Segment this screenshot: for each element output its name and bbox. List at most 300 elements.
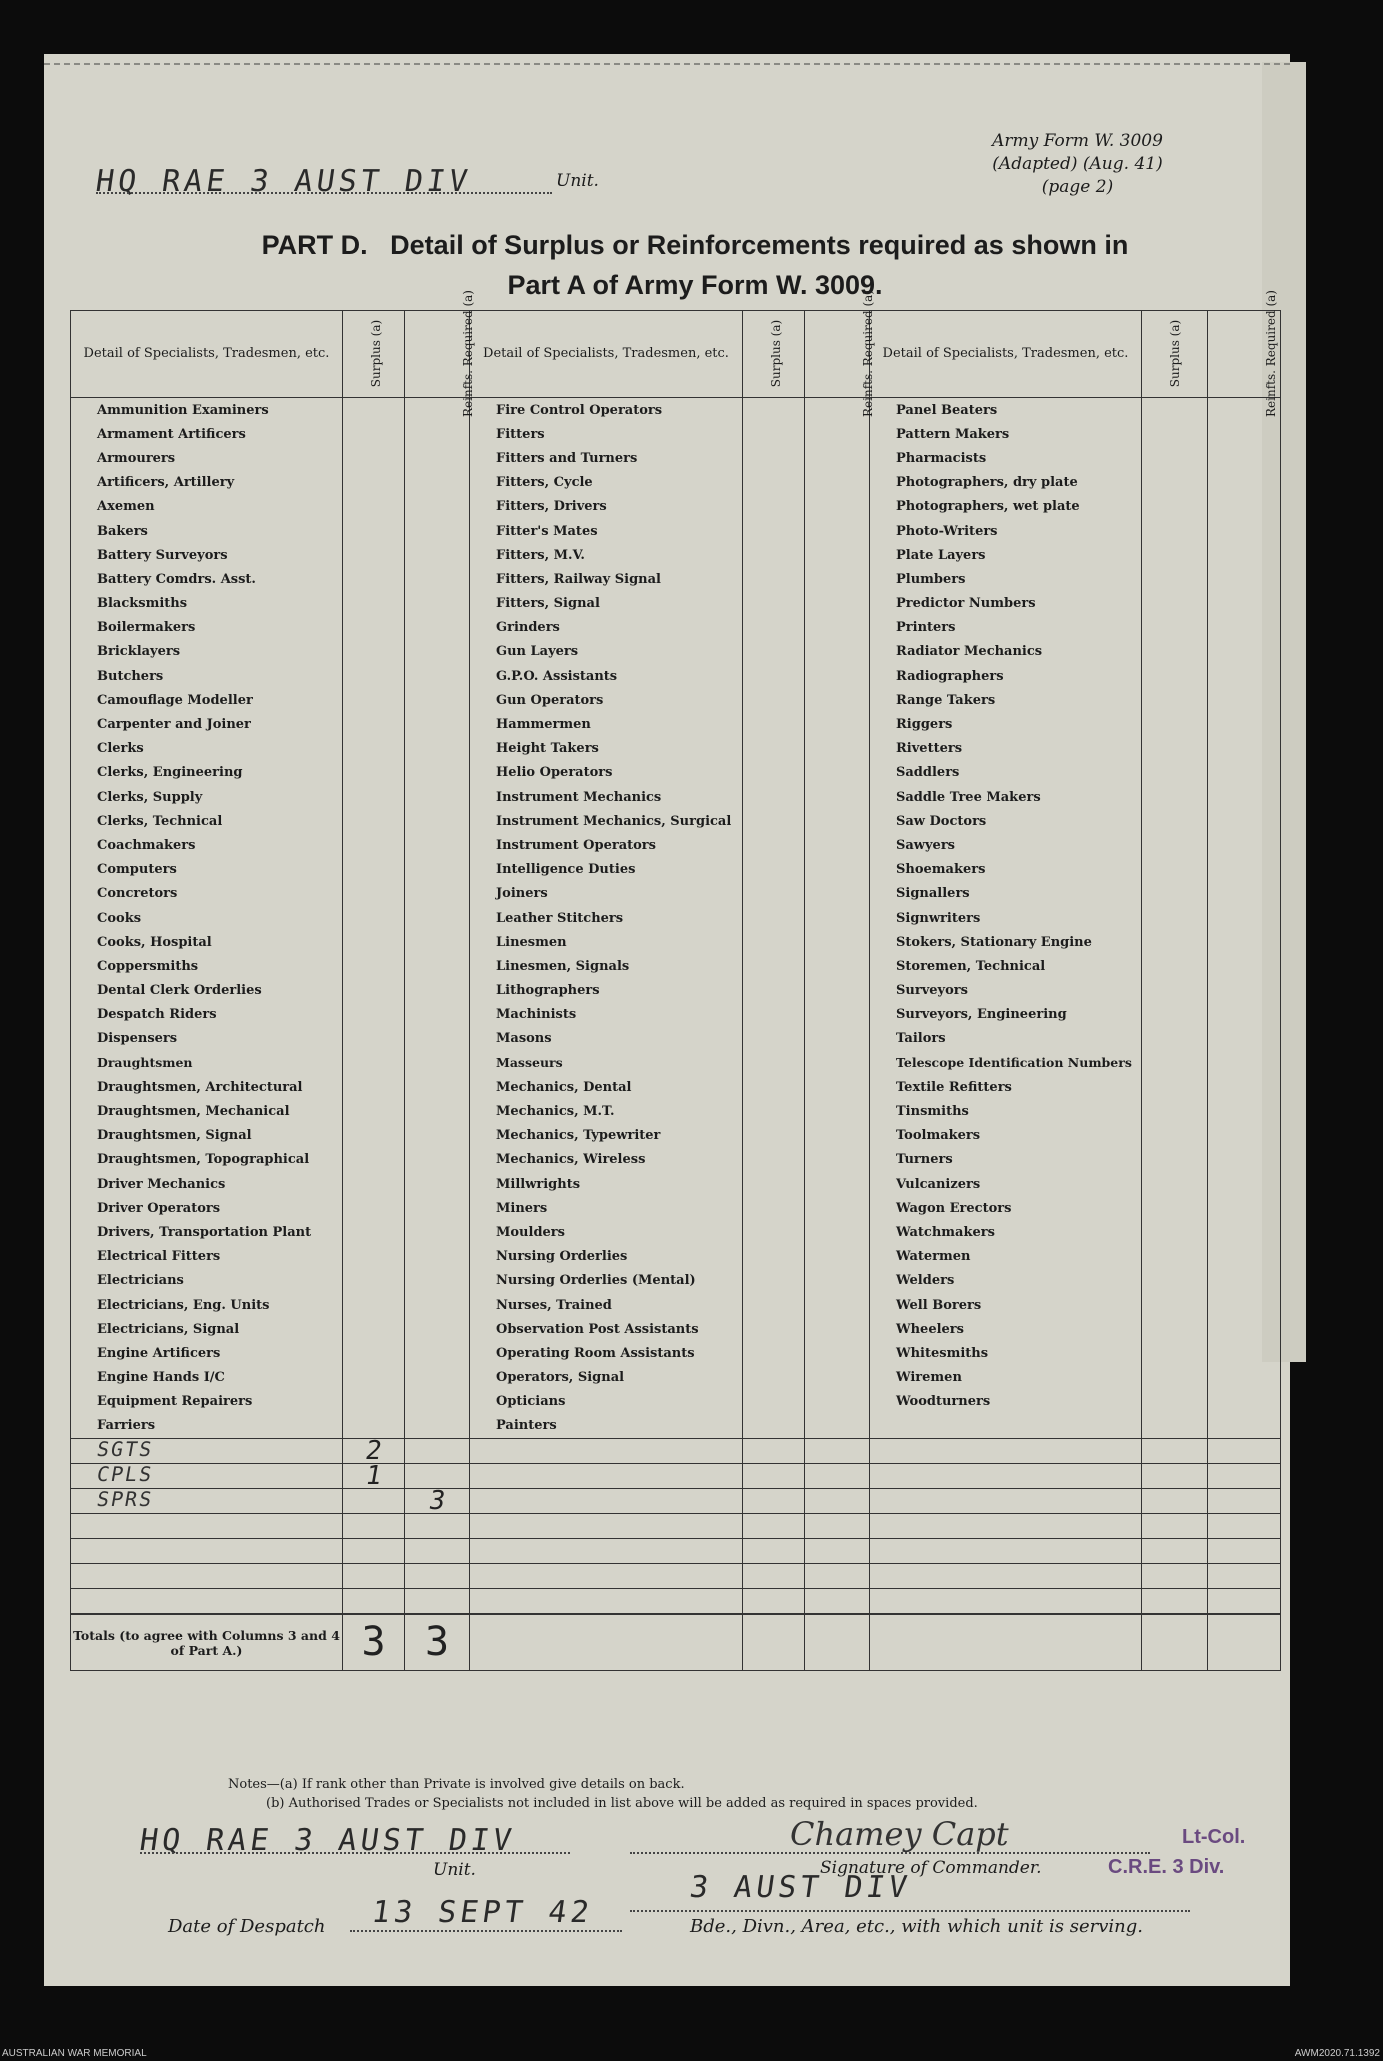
surplus-cell xyxy=(1142,1414,1208,1439)
trade-name: Operators, Signal xyxy=(470,1366,743,1390)
header-detail: Detail of Specialists, Tradesmen, etc. xyxy=(470,311,743,398)
trade-name: Bricklayers xyxy=(71,640,343,664)
surplus-cell xyxy=(343,616,405,640)
trade-name: Draughtsmen xyxy=(71,1051,343,1075)
reinfts-cell xyxy=(405,1514,470,1539)
reinfts-cell xyxy=(805,712,870,736)
trade-name: Coachmakers xyxy=(71,833,343,857)
surplus-cell xyxy=(1142,664,1208,688)
trade-name: Draughtsmen, Topographical xyxy=(71,1148,343,1172)
surplus-cell xyxy=(743,1366,805,1390)
trade-name: Axemen xyxy=(71,495,343,519)
surplus-cell xyxy=(1142,809,1208,833)
trade-name: G.P.O. Assistants xyxy=(470,664,743,688)
table-row xyxy=(71,858,1281,882)
trade-name: Radiator Mechanics xyxy=(870,640,1142,664)
reinfts-cell xyxy=(405,1390,470,1414)
table-row xyxy=(71,616,1281,640)
trade-name: Nursing Orderlies (Mental) xyxy=(470,1269,743,1293)
reinfts-cell xyxy=(1208,688,1281,712)
trade-name: Battery Surveyors xyxy=(71,543,343,567)
surplus-cell xyxy=(343,906,405,930)
surplus-cell xyxy=(743,1317,805,1341)
reinfts-cell xyxy=(405,446,470,470)
trade-name: Clerks xyxy=(71,737,343,761)
surplus-cell xyxy=(343,1196,405,1220)
reinfts-cell xyxy=(805,1269,870,1293)
trade-name: Fitters, Railway Signal xyxy=(470,567,743,591)
surplus-cell xyxy=(1142,1220,1208,1244)
despatch-line xyxy=(350,1930,622,1932)
value-cell xyxy=(1208,1464,1281,1489)
reinfts-cell xyxy=(805,1341,870,1365)
trade-name: Pharmacists xyxy=(870,446,1142,470)
surplus-cell xyxy=(1142,882,1208,906)
reinfts-cell xyxy=(805,1414,870,1439)
reinfts-cell xyxy=(405,471,470,495)
trade-name xyxy=(470,1439,743,1464)
unit-handwritten: HQ RAE 3 AUST DIV xyxy=(93,164,474,199)
trade-name: Masons xyxy=(470,1027,743,1051)
trade-name: Fitters, Drivers xyxy=(470,495,743,519)
surplus-cell xyxy=(1142,1317,1208,1341)
surplus-cell xyxy=(1142,1341,1208,1365)
totals-empty-cell xyxy=(743,1614,805,1671)
surplus-cell xyxy=(743,1196,805,1220)
trade-name: Photo-Writers xyxy=(870,519,1142,543)
surplus-cell xyxy=(743,688,805,712)
surplus-cell xyxy=(343,688,405,712)
surplus-cell xyxy=(343,1293,405,1317)
trade-name: Operating Room Assistants xyxy=(470,1341,743,1365)
reinfts-cell xyxy=(405,1439,470,1464)
reinfts-cell xyxy=(405,979,470,1003)
reinfts-cell xyxy=(805,495,870,519)
trade-name xyxy=(71,1539,343,1564)
trade-name: Photographers, dry plate xyxy=(870,471,1142,495)
trade-name: Textile Refitters xyxy=(870,1075,1142,1099)
table-row xyxy=(71,640,1281,664)
surplus-cell xyxy=(343,1124,405,1148)
trade-name: Fitters xyxy=(470,422,743,446)
totals-empty-cell xyxy=(1142,1614,1208,1671)
trade-name: Signwriters xyxy=(870,906,1142,930)
blank-row xyxy=(71,1539,1281,1564)
reinfts-cell xyxy=(805,1245,870,1269)
reinfts-cell xyxy=(405,1003,470,1027)
reinfts-cell xyxy=(405,761,470,785)
reinfts-cell xyxy=(405,1293,470,1317)
header-reinfts xyxy=(805,290,875,417)
reinfts-cell xyxy=(405,1414,470,1439)
trade-name: Mechanics, Typewriter xyxy=(470,1124,743,1148)
surplus-cell xyxy=(343,398,405,423)
surplus-cell xyxy=(743,882,805,906)
reinfts-cell xyxy=(405,422,470,446)
trade-name: Clerks, Supply xyxy=(71,785,343,809)
reinfts-cell xyxy=(405,906,470,930)
trade-name: Electricians, Eng. Units xyxy=(71,1293,343,1317)
reinfts-cell xyxy=(405,688,470,712)
note-a: Notes—(a) If rank other than Private is involved give details on back. xyxy=(228,1777,685,1792)
value-cell xyxy=(1142,1539,1208,1564)
page-title xyxy=(120,225,1270,305)
trade-name: Armourers xyxy=(71,446,343,470)
surplus-cell xyxy=(343,930,405,954)
trade-name: Range Takers xyxy=(870,688,1142,712)
reinfts-cell xyxy=(805,1027,870,1051)
surplus-cell xyxy=(743,785,805,809)
reinfts-cell xyxy=(405,1172,470,1196)
surplus-cell xyxy=(1142,471,1208,495)
surplus-cell xyxy=(1142,567,1208,591)
value-cell xyxy=(1208,1539,1281,1564)
reinfts-cell xyxy=(805,1293,870,1317)
reinfts-cell xyxy=(405,1027,470,1051)
surplus-cell xyxy=(743,398,805,423)
header-detail: Detail of Specialists, Tradesmen, etc. xyxy=(71,311,343,398)
bde-label: Bde., Divn., Area, etc., with which unit is serving. xyxy=(690,1916,1143,1937)
table-row xyxy=(71,1196,1281,1220)
reinfts-cell xyxy=(805,1172,870,1196)
reinfts-cell xyxy=(805,688,870,712)
trade-name: Fitters and Turners xyxy=(470,446,743,470)
trade-name xyxy=(470,1589,743,1615)
reinfts-cell xyxy=(405,930,470,954)
surplus-cell xyxy=(743,979,805,1003)
surplus-cell xyxy=(1142,1148,1208,1172)
surplus-cell xyxy=(1142,446,1208,470)
reinfts-cell xyxy=(1208,809,1281,833)
surplus-cell xyxy=(743,640,805,664)
table-row xyxy=(71,543,1281,567)
reinfts-cell xyxy=(1208,833,1281,857)
table-row xyxy=(71,954,1281,978)
reinfts-cell xyxy=(805,979,870,1003)
table-row xyxy=(71,712,1281,736)
surplus-cell xyxy=(1142,737,1208,761)
surplus-cell xyxy=(343,1220,405,1244)
trade-name: Surveyors, Engineering xyxy=(870,1003,1142,1027)
trade-name: Instrument Operators xyxy=(470,833,743,857)
reinfts-cell xyxy=(405,1366,470,1390)
header-surplus-text: Surplus (a) xyxy=(369,319,384,388)
table-row xyxy=(71,833,1281,857)
trade-name: Bakers xyxy=(71,519,343,543)
trade-name: Wagon Erectors xyxy=(870,1196,1142,1220)
surplus-cell xyxy=(1142,1172,1208,1196)
surplus-cell xyxy=(743,1220,805,1244)
table-header-row xyxy=(71,311,1281,398)
trade-name xyxy=(870,1489,1142,1514)
header-surplus xyxy=(343,311,405,398)
totals-label: Totals (to agree with Columns 3 and 4 of Part A.) xyxy=(71,1614,343,1671)
reinfts-cell xyxy=(805,422,870,446)
table-row xyxy=(71,979,1281,1003)
value-cell xyxy=(743,1539,805,1564)
trade-name: Grinders xyxy=(470,616,743,640)
table-row xyxy=(71,1293,1281,1317)
trade-name: Telescope Identification Numbers xyxy=(870,1051,1142,1075)
reinfts-cell xyxy=(1208,422,1281,446)
surplus-cell xyxy=(743,1293,805,1317)
surplus-cell xyxy=(1142,1003,1208,1027)
trade-name xyxy=(71,1514,343,1539)
reinfts-cell xyxy=(805,640,870,664)
trade-name: Height Takers xyxy=(470,737,743,761)
reinfts-cell xyxy=(1208,1196,1281,1220)
reinfts-cell xyxy=(405,1539,470,1564)
surplus-cell xyxy=(743,1245,805,1269)
commander-signature: Chamey Capt xyxy=(790,1815,1009,1853)
surplus-cell xyxy=(743,1027,805,1051)
table-row xyxy=(71,664,1281,688)
trade-name: Woodturners xyxy=(870,1390,1142,1414)
bde-line xyxy=(630,1910,1190,1912)
reinfts-cell xyxy=(805,1317,870,1341)
signature-label: Signature of Commander. xyxy=(820,1858,1042,1878)
trade-name xyxy=(71,1439,343,1464)
reinfts-cell xyxy=(1208,567,1281,591)
reinfts-cell xyxy=(1208,1148,1281,1172)
trades-table xyxy=(70,290,1281,1671)
trade-name xyxy=(870,1514,1142,1539)
reinfts-cell xyxy=(1208,858,1281,882)
trade-name: Wiremen xyxy=(870,1366,1142,1390)
value-cell xyxy=(805,1589,870,1615)
handwritten-trade: CPLS xyxy=(94,1462,156,1487)
surplus-cell xyxy=(1142,543,1208,567)
handwritten-trade: SGTS xyxy=(94,1437,156,1462)
trade-name: Riggers xyxy=(870,712,1142,736)
reinfts-cell xyxy=(1208,1317,1281,1341)
trade-name: Cooks, Hospital xyxy=(71,930,343,954)
trade-name: Storemen, Technical xyxy=(870,954,1142,978)
trade-name: Signallers xyxy=(870,882,1142,906)
blank-row xyxy=(71,1464,1281,1489)
stamp-unit: C.R.E. 3 Div. xyxy=(1108,1856,1225,1878)
reinfts-cell xyxy=(805,1099,870,1123)
handwritten-surplus: 2 xyxy=(363,1435,385,1466)
trade-name: Shoemakers xyxy=(870,858,1142,882)
value-cell xyxy=(1142,1514,1208,1539)
trade-name: Linesmen xyxy=(470,930,743,954)
surplus-cell xyxy=(1142,1293,1208,1317)
trade-name: Equipment Repairers xyxy=(71,1390,343,1414)
trade-name: Linesmen, Signals xyxy=(470,954,743,978)
form-page: (page 2) xyxy=(1041,177,1114,197)
reinfts-cell xyxy=(405,1485,470,1516)
header-reinfts-text: Reinfts. Required (a) xyxy=(861,290,875,417)
reinfts-cell xyxy=(405,1341,470,1365)
totals-empty-cell xyxy=(470,1614,743,1671)
reinfts-cell xyxy=(1208,519,1281,543)
reinfts-cell xyxy=(805,616,870,640)
trade-name: Mechanics, M.T. xyxy=(470,1099,743,1123)
trade-name: Hammermen xyxy=(470,712,743,736)
reinfts-cell xyxy=(1208,1366,1281,1390)
surplus-cell xyxy=(343,640,405,664)
trade-name: Ammunition Examiners xyxy=(71,398,343,423)
header-surplus-text: Surplus (a) xyxy=(1168,319,1183,388)
surplus-cell xyxy=(1142,954,1208,978)
blank-row xyxy=(71,1489,1281,1514)
unit-dotted-line xyxy=(96,192,552,194)
trade-name: Coppersmiths xyxy=(71,954,343,978)
trade-name: Dental Clerk Orderlies xyxy=(71,979,343,1003)
value-cell xyxy=(805,1464,870,1489)
trade-name: Opticians xyxy=(470,1390,743,1414)
reinfts-cell xyxy=(1208,1245,1281,1269)
surplus-cell xyxy=(343,1317,405,1341)
surplus-cell xyxy=(343,592,405,616)
table-row xyxy=(71,1341,1281,1365)
trade-name: Draughtsmen, Mechanical xyxy=(71,1099,343,1123)
cre-stamp xyxy=(1108,1822,1245,1882)
trade-name: Plumbers xyxy=(870,567,1142,591)
header-reinfts xyxy=(1208,290,1281,417)
trade-name: Butchers xyxy=(71,664,343,688)
reinfts-cell xyxy=(405,712,470,736)
reinfts-cell xyxy=(1208,1293,1281,1317)
surplus-cell xyxy=(743,761,805,785)
surplus-cell xyxy=(1142,519,1208,543)
trade-name: Watchmakers xyxy=(870,1220,1142,1244)
surplus-cell xyxy=(743,495,805,519)
value-cell xyxy=(1208,1489,1281,1514)
trade-name: Panel Beaters xyxy=(870,398,1142,423)
table-row xyxy=(71,446,1281,470)
table-row xyxy=(71,785,1281,809)
trade-name: Electrical Fitters xyxy=(71,1245,343,1269)
trade-name: Artificers, Artillery xyxy=(71,471,343,495)
trade-name: Printers xyxy=(870,616,1142,640)
reinfts-cell xyxy=(1208,1172,1281,1196)
surplus-cell xyxy=(743,1003,805,1027)
trade-name xyxy=(470,1514,743,1539)
table-row xyxy=(71,1051,1281,1075)
form-reference xyxy=(960,130,1195,199)
surplus-cell xyxy=(743,1051,805,1075)
trade-name: Toolmakers xyxy=(870,1124,1142,1148)
surplus-cell xyxy=(743,1269,805,1293)
reinfts-cell xyxy=(1208,592,1281,616)
table-row xyxy=(71,1003,1281,1027)
value-cell xyxy=(743,1439,805,1464)
reinfts-cell xyxy=(1208,1341,1281,1365)
title-line-1: PART D. Detail of Surplus or Reinforcements required as shown in xyxy=(261,230,1129,260)
value-cell xyxy=(805,1539,870,1564)
value-cell xyxy=(1208,1439,1281,1464)
trade-name xyxy=(71,1589,343,1615)
reinfts-cell xyxy=(805,1220,870,1244)
header-reinfts-text: Reinfts. Required (a) xyxy=(461,290,475,417)
surplus-cell xyxy=(343,1539,405,1564)
trade-name: Intelligence Duties xyxy=(470,858,743,882)
reinfts-cell xyxy=(805,1051,870,1075)
form-number: Army Form W. 3009 xyxy=(992,131,1163,151)
reinfts-cell xyxy=(405,1051,470,1075)
totals-empty-cell xyxy=(1208,1614,1281,1671)
bde-handwritten: 3 AUST DIV xyxy=(687,1870,914,1905)
reinfts-cell xyxy=(1208,664,1281,688)
value-cell xyxy=(1142,1489,1208,1514)
surplus-cell xyxy=(743,1341,805,1365)
surplus-cell xyxy=(343,1341,405,1365)
reinfts-cell xyxy=(1208,1269,1281,1293)
trade-name: Driver Mechanics xyxy=(71,1172,343,1196)
table-row xyxy=(71,592,1281,616)
reinfts-cell xyxy=(805,858,870,882)
value-cell xyxy=(805,1439,870,1464)
surplus-cell xyxy=(743,543,805,567)
reinfts-cell xyxy=(405,519,470,543)
table-row xyxy=(71,1390,1281,1414)
reinfts-cell xyxy=(1208,1390,1281,1414)
reinfts-cell xyxy=(805,785,870,809)
reinfts-cell xyxy=(405,1269,470,1293)
header-surplus xyxy=(743,311,805,398)
trade-name: Boilermakers xyxy=(71,616,343,640)
surplus-cell xyxy=(743,519,805,543)
trade-name: Photographers, wet plate xyxy=(870,495,1142,519)
reinfts-cell xyxy=(1208,906,1281,930)
reinfts-cell xyxy=(805,1196,870,1220)
trade-name: Joiners xyxy=(470,882,743,906)
reinfts-cell xyxy=(805,1148,870,1172)
reinfts-cell xyxy=(805,592,870,616)
trade-name: Driver Operators xyxy=(71,1196,343,1220)
reinfts-cell xyxy=(405,543,470,567)
trade-name: Watermen xyxy=(870,1245,1142,1269)
trade-name: Farriers xyxy=(71,1414,343,1439)
value-cell xyxy=(743,1564,805,1589)
trade-name: Fitters, M.V. xyxy=(470,543,743,567)
trade-name: Gun Operators xyxy=(470,688,743,712)
trade-name: Clerks, Engineering xyxy=(71,761,343,785)
surplus-cell xyxy=(343,1027,405,1051)
reinfts-cell xyxy=(1208,1220,1281,1244)
table-row xyxy=(71,688,1281,712)
totals-empty-cell xyxy=(870,1614,1142,1671)
surplus-cell xyxy=(1142,1196,1208,1220)
trade-name xyxy=(71,1489,343,1514)
totals-surplus-cell xyxy=(343,1614,405,1671)
blank-row xyxy=(71,1589,1281,1615)
reinfts-cell xyxy=(1208,1099,1281,1123)
surplus-cell xyxy=(743,1075,805,1099)
surplus-cell xyxy=(343,1390,405,1414)
notes xyxy=(228,1775,978,1813)
reinfts-cell xyxy=(405,809,470,833)
surplus-cell xyxy=(343,1148,405,1172)
surplus-cell xyxy=(1142,1051,1208,1075)
surplus-cell xyxy=(343,809,405,833)
reinfts-cell xyxy=(805,954,870,978)
surplus-cell xyxy=(343,1245,405,1269)
surplus-cell xyxy=(343,567,405,591)
trade-name xyxy=(71,1564,343,1589)
value-cell xyxy=(743,1489,805,1514)
trade-name xyxy=(870,1564,1142,1589)
stamp-rank: Lt-Col. xyxy=(1182,1826,1246,1848)
trade-name: Drivers, Transportation Plant xyxy=(71,1220,343,1244)
surplus-cell xyxy=(343,1489,405,1514)
surplus-cell xyxy=(743,567,805,591)
surplus-cell xyxy=(1142,495,1208,519)
reinfts-cell xyxy=(1208,785,1281,809)
table-row xyxy=(71,809,1281,833)
